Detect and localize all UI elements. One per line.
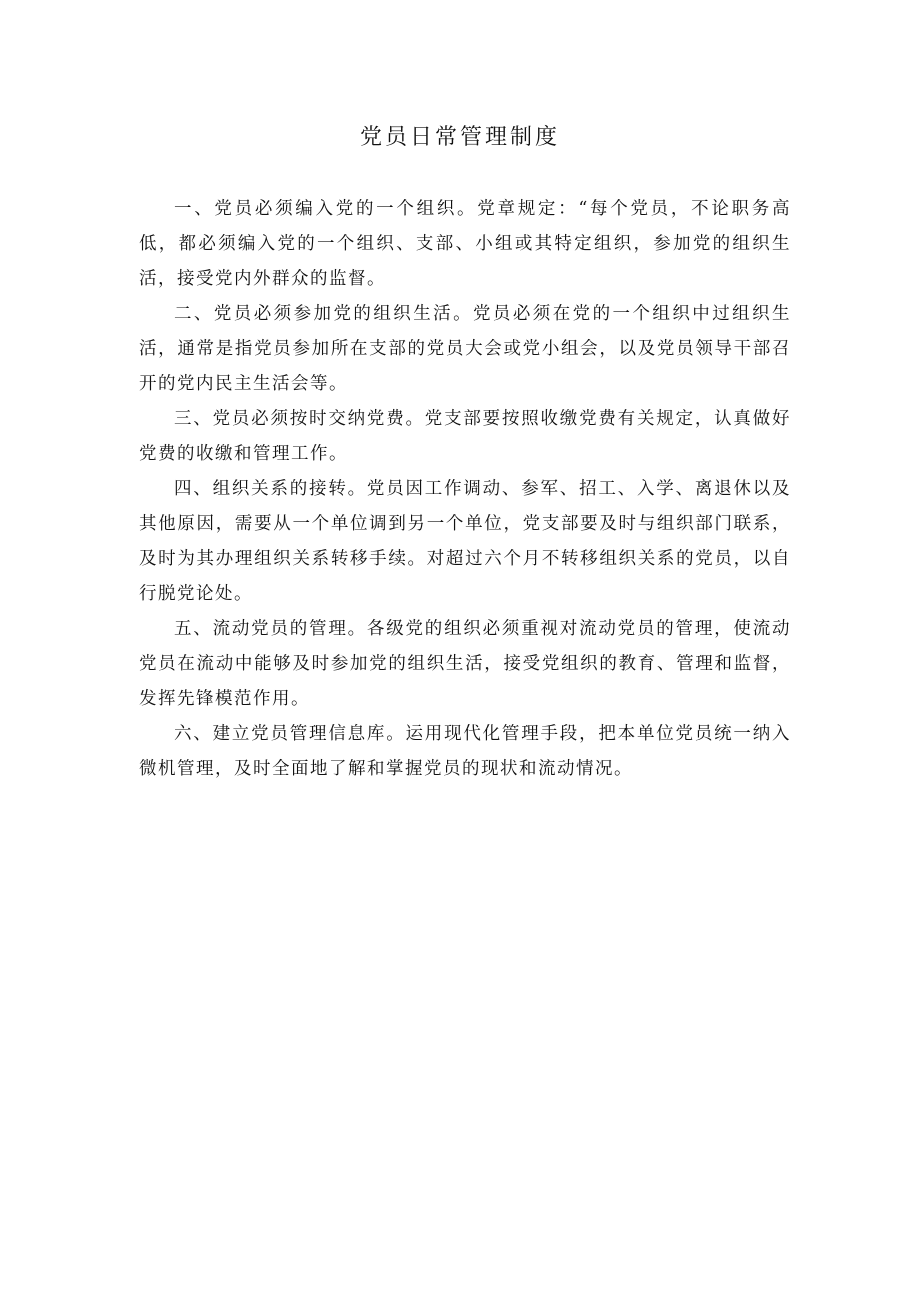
paragraph-4: 四、组织关系的接转。党员因工作调动、参军、招工、入学、离退休以及其他原因，需要从一个单位调到另一个单位，党支部要及时与组织部门联系，及时为其办理组织关系转移手续。对超过六个月不转移组织关系的党员，以自行脱党论处。: [139, 479, 791, 604]
paragraph-6: 六、建立党员管理信息库。运用现代化管理手段，把本单位党员统一纳入微机管理，及时全面地了解和掌握党员的现状和流动情况。: [139, 724, 791, 779]
paragraph-5: 五、流动党员的管理。各级党的组织必须重视对流动党员的管理，使流动党员在流动中能够及时参加党的组织生活，接受党组织的教育、管理和监督，发挥先锋模范作用。: [139, 619, 791, 709]
paragraph-2: 二、党员必须参加党的组织生活。党员必须在党的一个组织中过组织生活，通常是指党员参加所在支部的党员大会或党小组会，以及党员领导干部召开的党内民主生活会等。: [139, 304, 791, 394]
document-title: 党员日常管理制度: [359, 125, 560, 150]
document-body: [139, 192, 791, 787]
paragraph-1: 一、党员必须编入党的一个组织。党章规定：“每个党员，不论职务高低，都必须编入党的一个组织、支部、小组或其特定组织，参加党的组织生活，接受党内外群众的监督。: [139, 199, 791, 289]
paragraph-3: 三、党员必须按时交纳党费。党支部要按照收缴党费有关规定，认真做好党费的收缴和管理工作。: [139, 409, 791, 464]
